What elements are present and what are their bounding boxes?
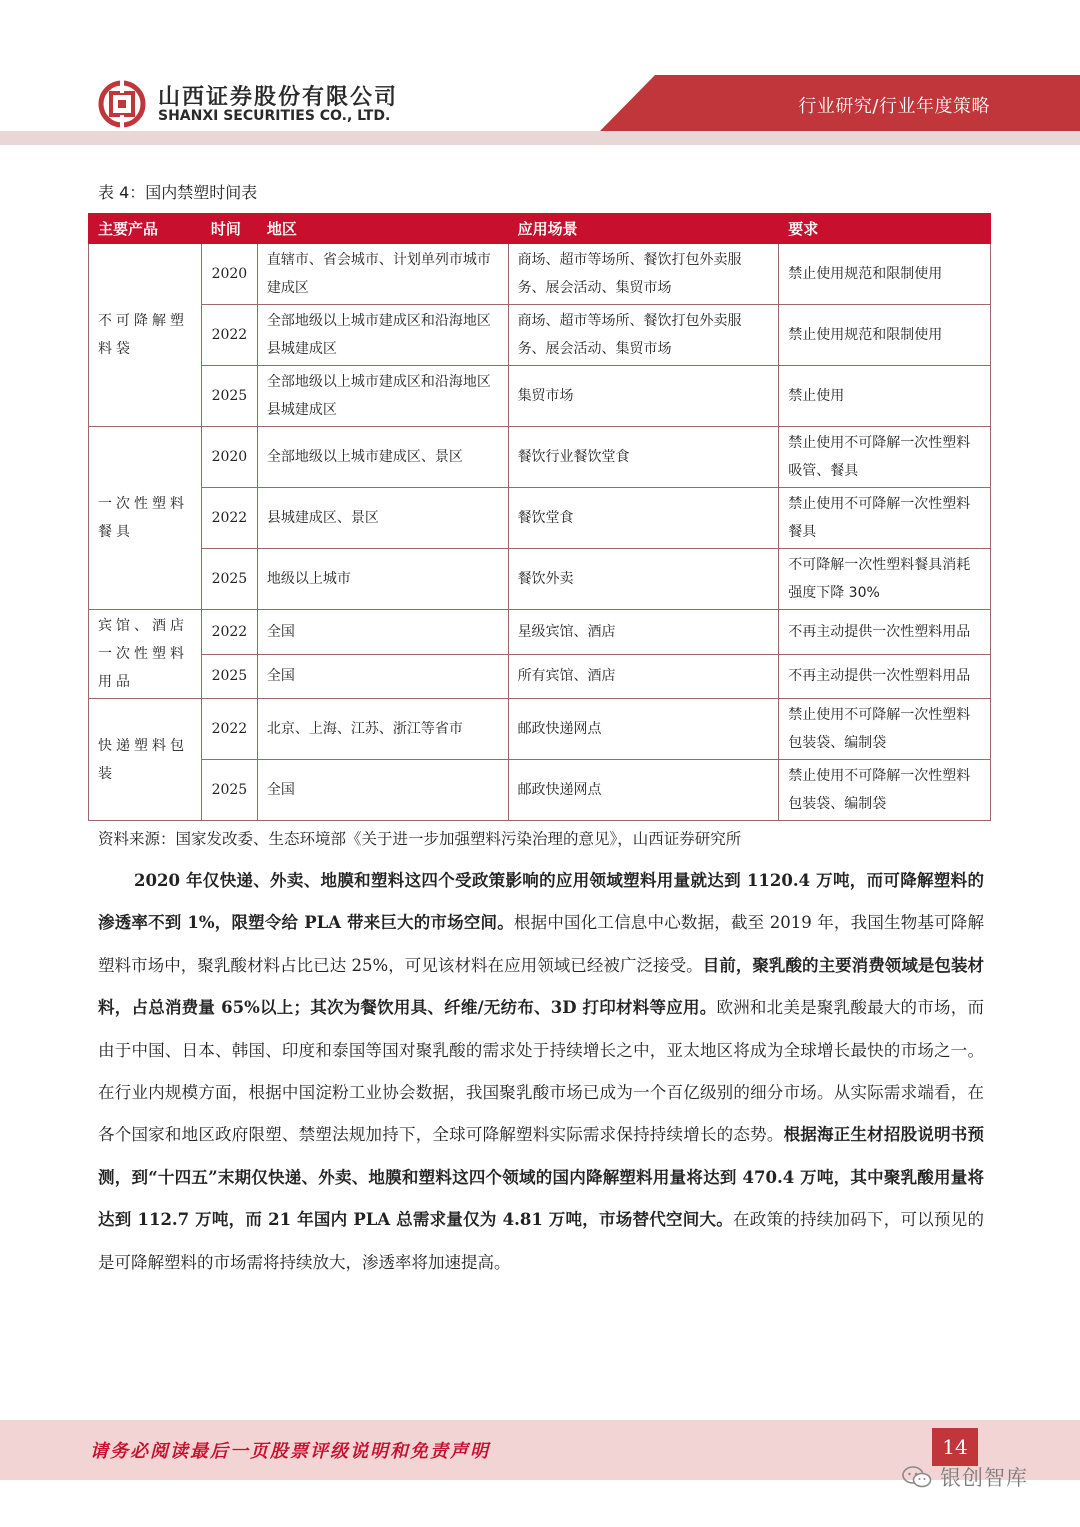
col-header-requirement: 要求 (779, 214, 991, 244)
region-cell: 全国 (257, 760, 508, 821)
requirement-cell: 禁止使用不可降解一次性塑料吸管、餐具 (779, 427, 991, 488)
table-row (89, 366, 991, 427)
year-cell: 2025 (201, 654, 257, 699)
requirement-cell: 禁止使用不可降解一次性塑料包装袋、编制袋 (779, 760, 991, 821)
year-cell: 2022 (201, 699, 257, 760)
disclaimer-note: 请务必阅读最后一页股票评级说明和免责声明 (90, 1441, 490, 1462)
company-logo-icon (98, 80, 146, 128)
table-row (89, 488, 991, 549)
report-category: 行业研究/行业年度策略 (798, 96, 990, 117)
product-cell: 一次性塑料餐具 (89, 427, 202, 610)
region-cell: 县城建成区、景区 (257, 488, 508, 549)
table-source: 资料来源：国家发改委、生态环境部《关于进一步加强塑料污染治理的意见》，山西证券研究所 (98, 830, 742, 848)
region-cell: 全部地级以上城市建成区和沿海地区县城建成区 (257, 305, 508, 366)
table-row (89, 549, 991, 610)
table-header-row (89, 214, 991, 244)
company-name-cn: 山西证券股份有限公司 (158, 85, 399, 110)
region-cell: 直辖市、省会城市、计划单列市城市建成区 (257, 244, 508, 305)
table-row (89, 610, 991, 655)
body-bold-segment: 根据海正生材招股说明书预测，到“十四五”末期仅快递、外卖、地膜和塑料这四个领域的国内降解塑料用量将达到 470.4 万吨，其中聚乳酸用量将达到 112.7 万吨，而 21 年国内 PLA 总需求量仅为 4.81 万吨，市场替代空间大。 (98, 1125, 985, 1230)
year-cell: 2022 (201, 488, 257, 549)
scene-cell: 邮政快递网点 (508, 699, 779, 760)
region-cell: 全部地级以上城市建成区、景区 (257, 427, 508, 488)
header-band (0, 131, 1080, 145)
scene-cell: 餐饮堂食 (508, 488, 779, 549)
table-row (89, 305, 991, 366)
table-row (89, 244, 991, 305)
requirement-cell: 不可降解一次性塑料餐具消耗强度下降 30% (779, 549, 991, 610)
product-cell: 快递塑料包装 (89, 699, 202, 821)
requirement-cell: 禁止使用规范和限制使用 (779, 305, 991, 366)
col-header-year: 时间 (201, 214, 257, 244)
scene-cell: 餐饮外卖 (508, 549, 779, 610)
body-paragraph (98, 860, 984, 1284)
table-row (89, 427, 991, 488)
scene-cell: 邮政快递网点 (508, 760, 779, 821)
requirement-cell: 禁止使用不可降解一次性塑料餐具 (779, 488, 991, 549)
scene-cell: 星级宾馆、酒店 (508, 610, 779, 655)
region-cell: 北京、上海、江苏、浙江等省市 (257, 699, 508, 760)
scene-cell: 商场、超市等场所、餐饮打包外卖服务、展会活动、集贸市场 (508, 305, 779, 366)
body-bold-segment: 目前，聚乳酸的主要消费领域是包装材料，占总消费量 65%以上；其次为餐饮用具、纤维/无纺布、3D 打印材料等应用。 (98, 955, 985, 1018)
region-cell: 地级以上城市 (257, 549, 508, 610)
watermark-label: 银创智库 (940, 1466, 1028, 1490)
year-cell: 2022 (201, 610, 257, 655)
col-header-region: 地区 (257, 214, 508, 244)
requirement-cell: 禁止使用不可降解一次性塑料包装袋、编制袋 (779, 699, 991, 760)
body-segment: 根据中国化工信息中心数据，截至 2019 年，我国生物基可降解塑料市场中，聚乳酸材料占比已达 25%，可见该材料在应用领域已经被广泛接受。 (98, 913, 985, 975)
product-cell: 不可降解塑料袋 (89, 244, 202, 427)
requirement-cell: 禁止使用 (779, 366, 991, 427)
page-header (0, 0, 1080, 146)
requirement-cell: 禁止使用规范和限制使用 (779, 244, 991, 305)
col-header-scene: 应用场景 (508, 214, 779, 244)
table-row (89, 699, 991, 760)
body-bold-segment: 2020 年仅快递、外卖、地膜和塑料这四个受政策影响的应用领域塑料用量就达到 1120.4 万吨，而可降解塑料的渗透率不到 1%，限塑令给 PLA 带来巨大的市场空间。 (98, 871, 984, 933)
year-cell: 2025 (201, 549, 257, 610)
requirement-cell: 不再主动提供一次性塑料用品 (779, 610, 991, 655)
region-cell: 全国 (257, 654, 508, 699)
region-cell: 全国 (257, 610, 508, 655)
wechat-icon (902, 1466, 932, 1488)
scene-cell: 商场、超市等场所、餐饮打包外卖服务、展会活动、集贸市场 (508, 244, 779, 305)
plastic-ban-table (88, 213, 991, 821)
table-row (89, 760, 991, 821)
company-name-en: SHANXI SECURITIES CO., LTD. (158, 108, 391, 124)
page-number: 14 (932, 1428, 978, 1466)
year-cell: 2025 (201, 366, 257, 427)
year-cell: 2022 (201, 305, 257, 366)
body-segment: 在政策的持续加码下，可以预见的是可降解塑料的市场需将持续放大，渗透率将加速提高。 (98, 1210, 984, 1272)
table-row (89, 654, 991, 699)
product-cell: 宾馆、酒店一次性塑料用品 (89, 610, 202, 699)
col-header-product: 主要产品 (89, 214, 202, 244)
year-cell: 2020 (201, 427, 257, 488)
scene-cell: 所有宾馆、酒店 (508, 654, 779, 699)
year-cell: 2020 (201, 244, 257, 305)
table-caption: 表 4：国内禁塑时间表 (98, 183, 258, 202)
scene-cell: 餐饮行业餐饮堂食 (508, 427, 779, 488)
year-cell: 2025 (201, 760, 257, 821)
region-cell: 全部地级以上城市建成区和沿海地区县城建成区 (257, 366, 508, 427)
body-segment: 欧洲和北美是聚乳酸最大的市场，而由于中国、日本、韩国、印度和泰国等国对聚乳酸的需求处于持续增长之中，亚太地区将成为全球增长最快的市场之一。在行业内规模方面，根据中国淀粉工业协会数据，我国聚乳酸市场已成为一个百亿级别的细分市场。从实际需求端看，在各个国家和地区政府限塑、禁塑法规加持下，全球可降解塑料实际需求保持持续增长的态势。 (98, 998, 984, 1145)
scene-cell: 集贸市场 (508, 366, 779, 427)
requirement-cell: 不再主动提供一次性塑料用品 (779, 654, 991, 699)
